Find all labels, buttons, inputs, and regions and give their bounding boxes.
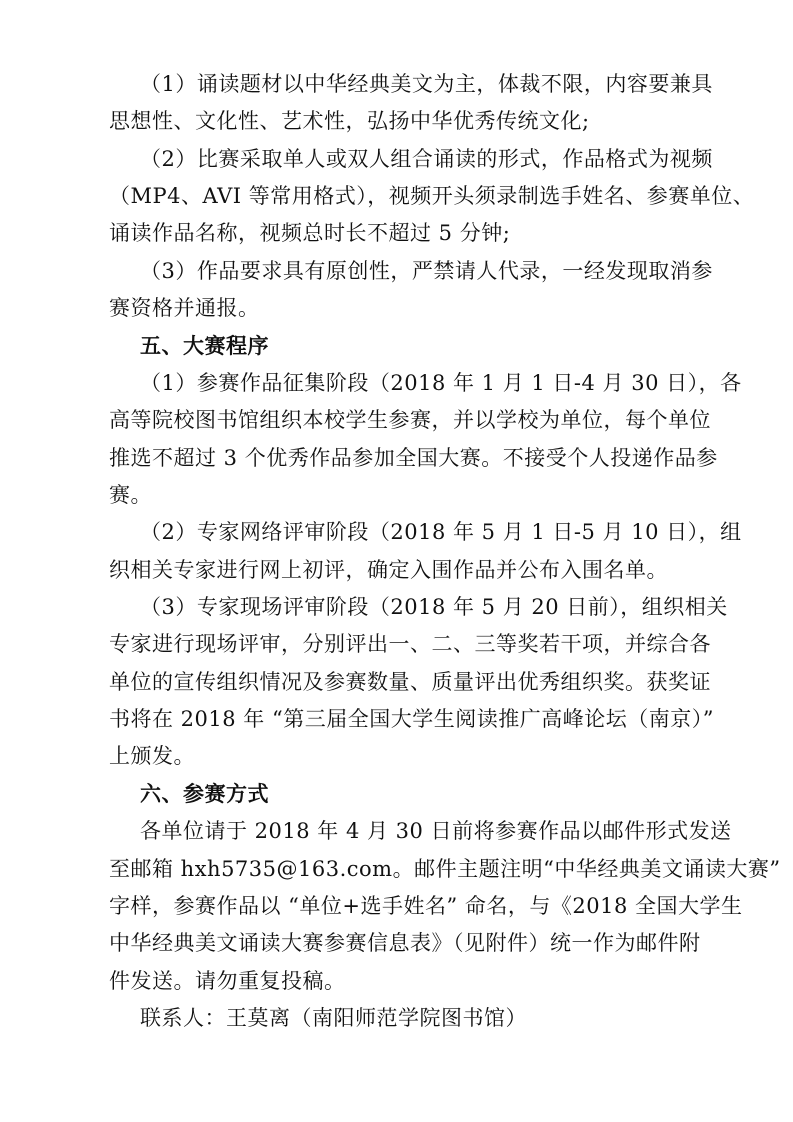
rule-1-line-2: 思想性、文化性、艺术性，弘扬中华优秀传统文化;: [109, 109, 590, 133]
rule-2-line-2: （MP4、AVI 等常用格式），视频开头须录制选手姓名、参赛单位、: [109, 184, 755, 208]
rule-2-line-3: 诵读作品名称，视频总时长不超过 5 分钟;: [109, 221, 511, 245]
participation-line-4: 中华经典美文诵读大赛参赛信息表》（见附件）统一作为邮件附: [109, 931, 701, 955]
section-five-heading: 五、大赛程序: [140, 334, 269, 358]
participation-line-3: 字样，参赛作品以 “单位+选手姓名” 命名，与《2018 全国大学生: [109, 894, 743, 918]
procedure-2-line-1: （2）专家网络评审阶段（2018 年 5 月 1 日-5 月 10 日），组: [140, 520, 742, 544]
rule-3-line-2: 赛资格并通报。: [109, 296, 260, 320]
procedure-3-line-5: 上颁发。: [109, 744, 195, 768]
procedure-3-line-1: （3）专家现场评审阶段（2018 年 5 月 20 日前），组织相关: [140, 595, 728, 619]
rule-1-line-1: （1）诵读题材以中华经典美文为主，体裁不限，内容要兼具: [140, 72, 713, 96]
procedure-3-line-2: 专家进行现场评审，分别评出一、二、三等奖若干项，并综合各: [109, 632, 711, 656]
participation-line-2: 至邮箱 hxh5735@163.com。邮件主题注明“中华经典美文诵读大赛”: [109, 857, 781, 881]
procedure-1-line-3: 推选不超过 3 个优秀作品参加全国大赛。不接受个人投递作品参: [109, 446, 718, 470]
procedure-3-line-4: 书将在 2018 年 “第三届全国大学生阅读推广高峰论坛（南京）”: [109, 707, 714, 731]
procedure-1-line-4: 赛。: [109, 483, 152, 507]
contact-line: 联系人：王莫离（南阳师范学院图书馆）: [140, 1006, 527, 1030]
procedure-3-line-3: 单位的宣传组织情况及参赛数量、质量评出优秀组织奖。获奖证: [109, 670, 711, 694]
participation-line-5: 件发送。请勿重复投稿。: [109, 969, 346, 993]
participation-line-1: 各单位请于 2018 年 4 月 30 日前将参赛作品以邮件形式发送: [140, 819, 732, 843]
procedure-1-line-1: （1）参赛作品征集阶段（2018 年 1 月 1 日-4 月 30 日），各: [140, 371, 742, 395]
rule-2-line-1: （2）比赛采取单人或双人组合诵读的形式，作品格式为视频: [140, 147, 713, 171]
procedure-1-line-2: 高等院校图书馆组织本校学生参赛，并以学校为单位，每个单位: [109, 408, 711, 432]
rule-3-line-1: （3）作品要求具有原创性，严禁请人代录，一经发现取消参: [140, 259, 713, 283]
section-six-heading: 六、参赛方式: [140, 782, 269, 806]
procedure-2-line-2: 织相关专家进行网上初评，确定入围作品并公布入围名单。: [109, 558, 668, 582]
